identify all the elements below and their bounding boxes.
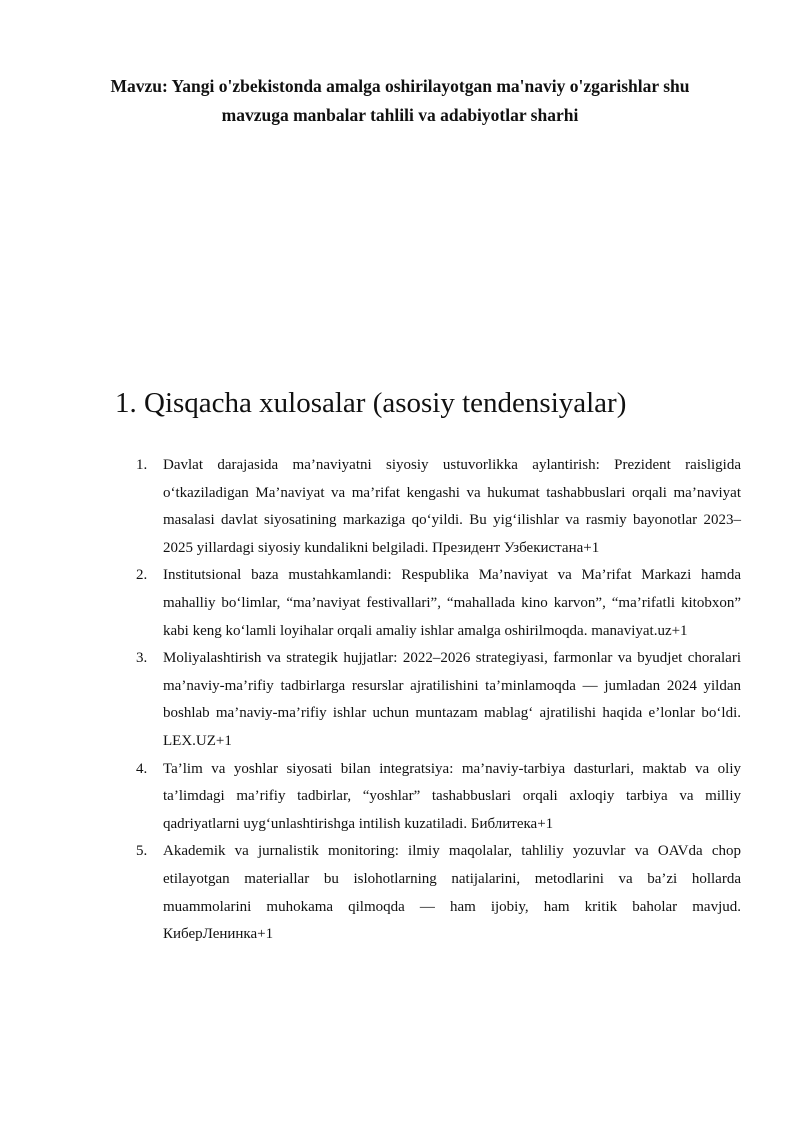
list-item-text: Institutsional baza mustahkamlandi: Respublika Ma’naviyat va Ma’rifat Markazi hamda mahalliy bo‘limlar, “ma’naviyat festivallari”, “mahallada kino karvon”, “ma’rifatli kitobxon” kabi keng ko‘lamli loyihalar orqali amaliy ishlar amalga oshirilmoqda. manaviyat.uz+1 bbox=[163, 567, 741, 639]
list-item-number: 2. bbox=[136, 567, 148, 584]
list-item-text: Moliyalashtirish va strategik hujjatlar: 2022–2026 strategiyasi, farmonlar va byudjet choralari ma’naviy-ma’rifiy tadbirlarga resurslar ajratilishini ta’minlamoqda — jumladan 2024 yildan boshlab ma’naviy-ma’rifiy ishlar uchun muntazam mablag‘ ajratilishi haqida e’lonlar bo‘ldi. LEX.UZ+1 bbox=[163, 650, 741, 749]
document-title: Mavzu: Yangi o'zbekistonda amalga oshirilayotgan ma'naviy o'zgarishlar shu mavzuga manbalar tahlili va adabiyotlar sharhi bbox=[110, 76, 690, 125]
section-heading: 1. Qisqacha xulosalar (asosiy tendensiyalar) bbox=[115, 387, 627, 419]
list-item-number: 3. bbox=[136, 650, 148, 667]
list-item-text: Akademik va jurnalistik monitoring: ilmiy maqolalar, tahliliy yozuvlar va OAVda chop etilayotgan materiallar bu islohotlarning natijalarini, metodlarini va ba’zi hollarda muammolarini muhokama qilmoqda — ham ijobiy, ham kritik baholar mavjud. КиберЛенинка+1 bbox=[163, 843, 741, 943]
list-item bbox=[115, 452, 741, 562]
list-item bbox=[115, 562, 741, 645]
list-item bbox=[115, 756, 741, 839]
list-item-text: Ta’lim va yoshlar siyosati bilan integratsiya: ma’naviy-tarbiya dasturlari, maktab va oliy ta’limdagi ma’rifiy tadbirlar, “yoshlar” tashabbuslari orqali axloqiy tarbiya va milliy qadriyatlarni uyg‘unlashtirishga intilish kuzatiladi. Библитека+1 bbox=[163, 760, 741, 832]
list-item-number: 4. bbox=[136, 760, 148, 777]
list-item-number: 5. bbox=[136, 843, 148, 860]
list-item bbox=[115, 838, 741, 948]
list-item-text: Davlat darajasida ma’naviyatni siyosiy ustuvorlikka aylantirish: Prezident raisligida o‘tkaziladigan Ma’naviyat va ma’rifat kengashi va hukumat tashabbuslari orqali ma’naviyat masalasi davlat siyosatining markaziga qo‘yildi. Bu yig‘ilishlar va rasmiy bayonotlar 2023–2025 yillardagi siyosiy kundalikni belgiladi. Президент Узбекистана+1 bbox=[163, 457, 741, 556]
list-item-number: 1. bbox=[136, 457, 148, 473]
list-item bbox=[115, 645, 741, 755]
summary-list bbox=[115, 452, 741, 949]
